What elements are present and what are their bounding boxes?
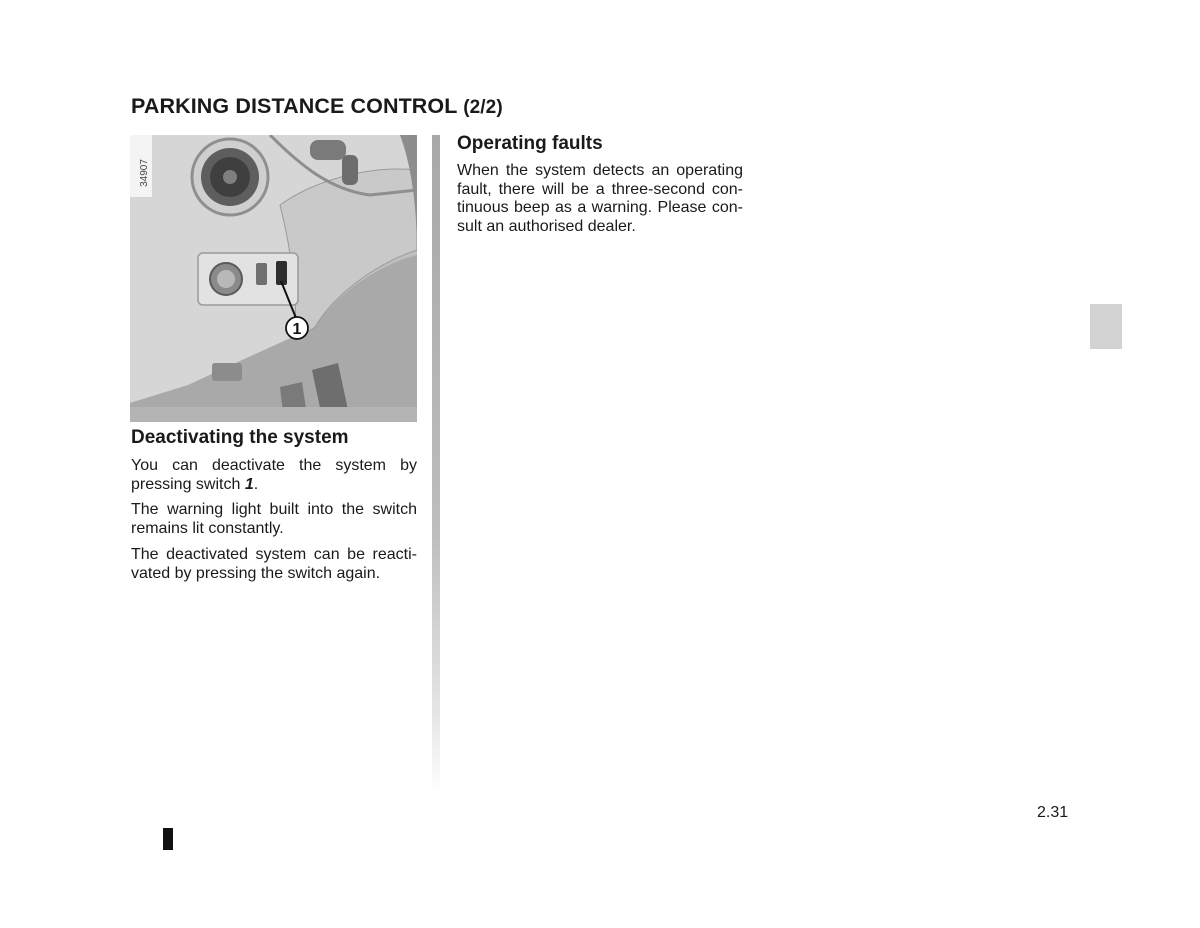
deactivating-paragraph-1-text: You can deactivate the system by pressing switch — [131, 457, 417, 493]
dashboard-switch-illustration — [130, 135, 417, 422]
page-edge-mark — [163, 828, 173, 850]
switch-reference: 1 — [244, 475, 254, 493]
page-number: 2.31 — [1037, 804, 1069, 821]
operating-faults-heading: Operating faults — [457, 133, 603, 154]
page-title — [131, 94, 503, 119]
page-title-part: (2/2) — [463, 97, 503, 118]
section-tab-marker — [1090, 304, 1122, 349]
deactivating-heading: Deactivating the system — [131, 427, 349, 448]
deactivating-paragraph-1-end: . — [253, 475, 259, 493]
operating-faults-paragraph: When the system detects an operating fault, there will be a three-second con-tinuous beep as a warning. Please con-sult an authorised dealer. — [457, 162, 743, 235]
callout-label: 1 — [292, 321, 302, 338]
deactivating-paragraph-1 — [131, 457, 417, 494]
column-divider — [432, 135, 440, 795]
page-title-main: PARKING DISTANCE CONTROL — [131, 94, 458, 118]
deactivating-paragraph-3: The deactivated system can be reacti-vated by pressing the switch again. — [131, 546, 417, 582]
figure-reference-number: 34907 — [139, 159, 150, 187]
deactivating-paragraph-2: The warning light built into the switch remains lit constantly. — [131, 501, 417, 537]
